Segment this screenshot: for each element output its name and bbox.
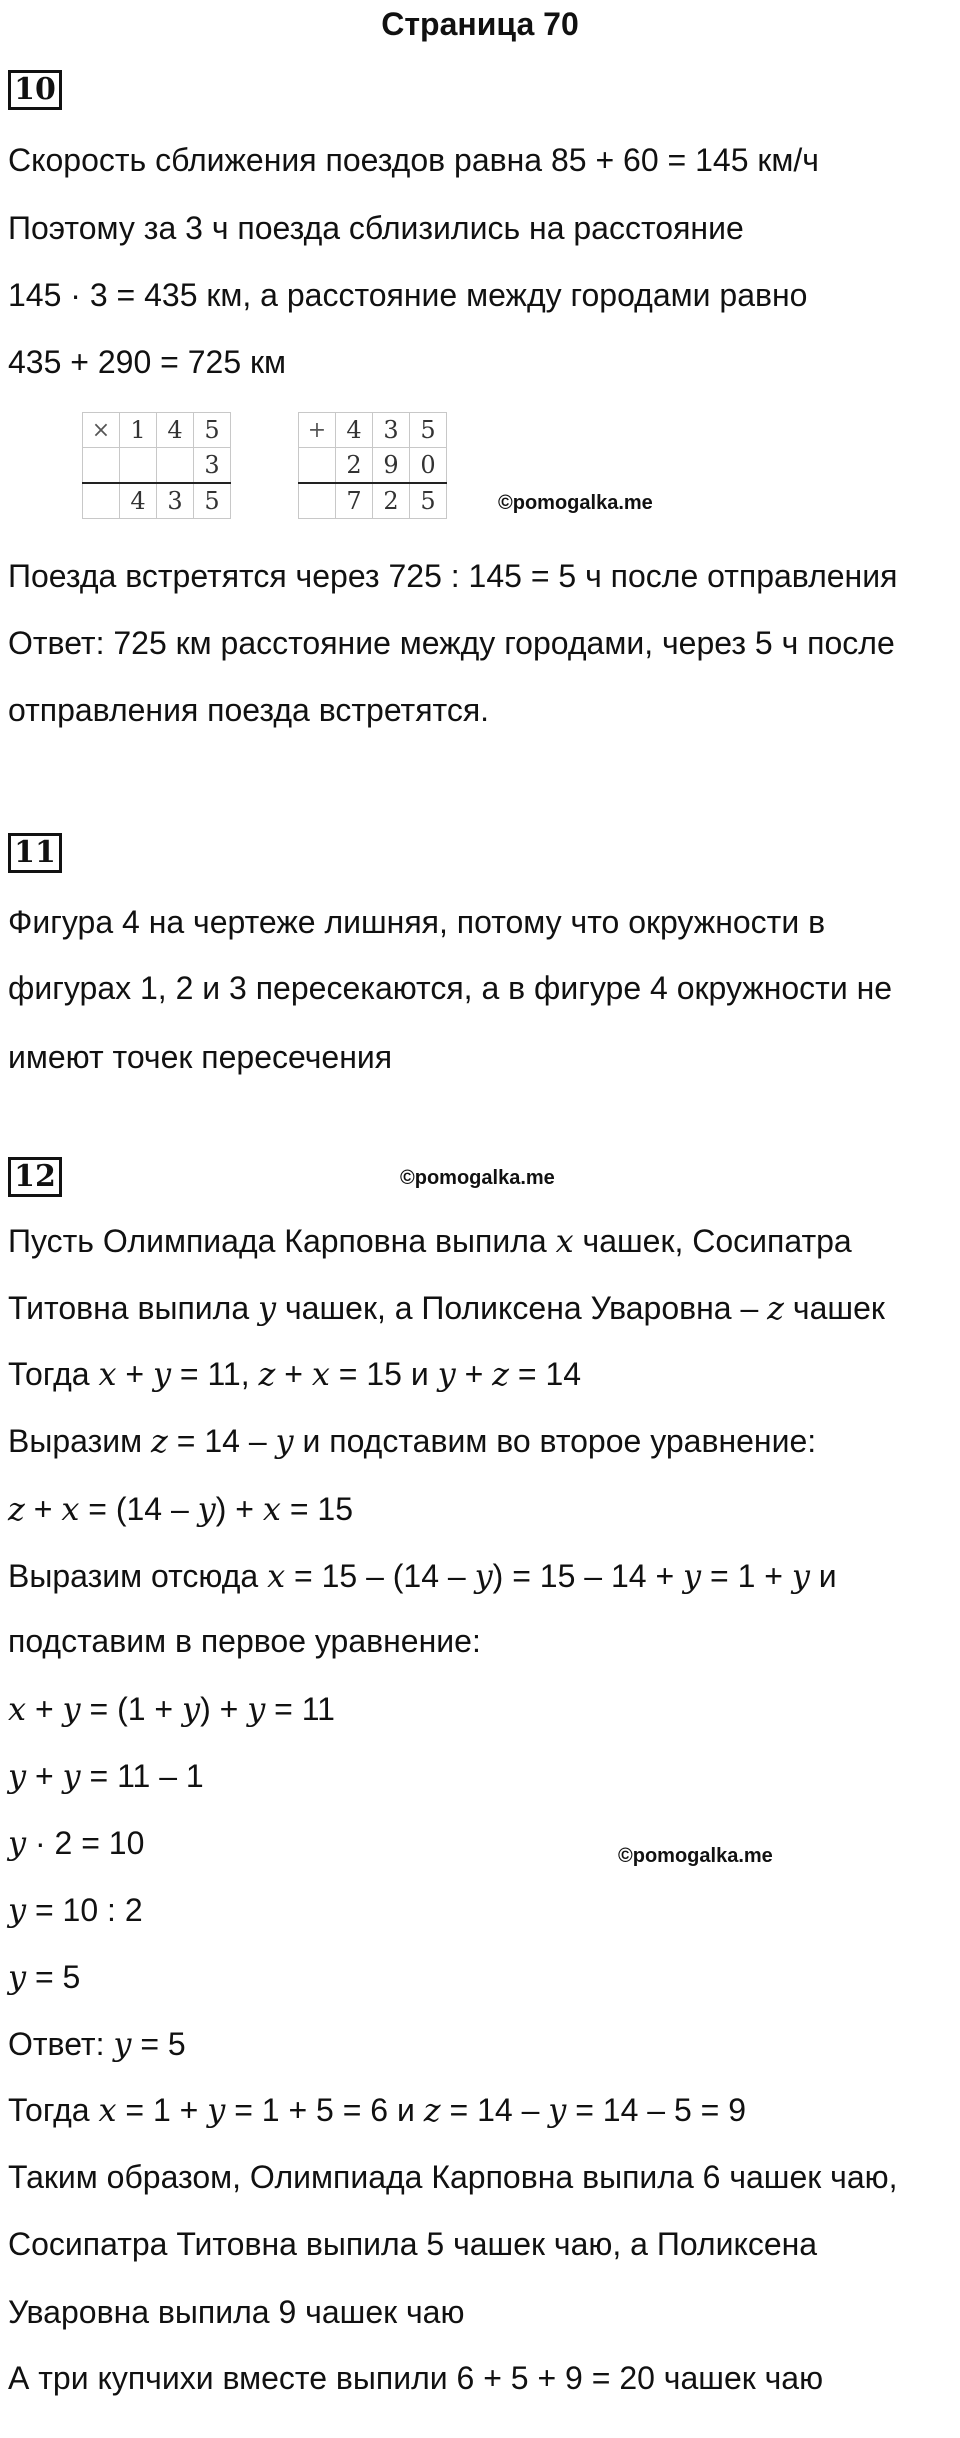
text-run: = 10 : 2: [26, 1892, 143, 1928]
task-12-line-6: [8, 1556, 837, 1596]
multiply-sign: ×: [83, 413, 120, 448]
digit: 4: [157, 413, 194, 448]
text-run: Ответ:: [8, 2026, 114, 2062]
math-variable: y: [207, 2091, 226, 2129]
math-variable: z: [492, 1355, 509, 1393]
task-10-number: 10: [8, 70, 62, 110]
multiplication-column: [82, 412, 231, 519]
text-run: = 5: [131, 2026, 186, 2062]
task-11-number: 11: [8, 833, 62, 873]
digit: 1: [120, 413, 157, 448]
math-variable: y: [152, 1355, 172, 1393]
math-variable: x: [262, 1490, 281, 1528]
result-digit: 4: [120, 483, 157, 519]
task-12-line-16: [8, 2224, 817, 2264]
addition-column: [298, 412, 447, 519]
digit: [157, 448, 194, 484]
digit: 3: [373, 413, 410, 448]
text-run: +: [24, 1491, 62, 1527]
math-variable: y: [62, 1757, 81, 1795]
text-run: +: [26, 1758, 63, 1794]
math-variable: x: [61, 1490, 80, 1528]
text-run: чашек, а Поликсена Уваровна –: [276, 1290, 768, 1326]
math-variable: y: [474, 1557, 493, 1595]
text-run: = 11,: [171, 1356, 259, 1392]
math-variable: y: [113, 2025, 132, 2063]
math-variable: y: [181, 1690, 201, 1728]
page-title: Страница 70: [381, 6, 579, 42]
math-variable: y: [683, 1557, 702, 1595]
text-run: ) +: [215, 1491, 263, 1527]
math-variable: z: [8, 1490, 25, 1528]
digit: 3: [194, 448, 231, 484]
math-variable: x: [267, 1557, 286, 1595]
text-run: = 1 + 5 = 6 и: [225, 2092, 424, 2128]
math-variable: y: [8, 1757, 27, 1795]
digit: 9: [373, 448, 410, 484]
math-variable: z: [151, 1422, 168, 1460]
task-12-line-14: [8, 2090, 746, 2130]
text-run: Пусть Олимпиада Карповна выпила: [8, 1223, 556, 1259]
digit: [120, 448, 157, 484]
task-12-line-8: [8, 1689, 335, 1729]
text-run: А три купчихи вместе выпили 6 + 5 + 9 = 20 чашек чаю: [8, 2360, 824, 2396]
text-run: Таким образом, Олимпиада Карповна выпила 6 чашек чаю,: [8, 2159, 898, 2195]
task-12-line-10: [8, 1823, 144, 1863]
task-10-line-6: Ответ: 725 км расстояние между городами, через 5 ч после: [8, 625, 895, 661]
math-variable: y: [8, 1891, 27, 1929]
task-12-line-11: [8, 1890, 143, 1930]
text-run: ) = 15 – 14 +: [492, 1558, 684, 1594]
text-run: = 11: [265, 1691, 335, 1727]
math-variable: z: [767, 1289, 785, 1327]
math-variable: y: [275, 1422, 294, 1460]
text-run: Титовна выпила: [8, 1290, 259, 1326]
result-digit: 5: [194, 483, 231, 519]
task-12-number: 12: [8, 1157, 62, 1197]
math-variable: x: [8, 1690, 27, 1728]
text-run: +: [455, 1356, 493, 1392]
text-run: = (1 +: [80, 1691, 182, 1727]
digit: 5: [410, 413, 447, 448]
task-12-line-9: [8, 1756, 204, 1796]
watermark: ©pomogalka.me: [618, 1845, 773, 1867]
text-run: = 14: [509, 1356, 582, 1392]
text-run: Выразим отсюда: [8, 1558, 268, 1594]
text-run: = 14 –: [167, 1423, 276, 1459]
text-run: Сосипатра Титовна выпила 5 чашек чаю, а Поликсена: [8, 2226, 818, 2262]
math-variable: z: [423, 2091, 441, 2129]
text-run: чашек, Сосипатра: [573, 1223, 852, 1259]
task-10-line-5: Поезда встретятся через 725 : 145 = 5 ч после отправления: [8, 558, 898, 594]
task-10-line-3: 145 · 3 = 435 км, а расстояние между городами равно: [8, 277, 808, 313]
task-10-line-2: Поэтому за 3 ч поезда сблизились на расстояние: [8, 210, 744, 246]
task-10-line-7: отправления поезда встретятся.: [8, 692, 490, 728]
result-digit: 3: [157, 483, 194, 519]
task-10-line-4: 435 + 290 = 725 км: [8, 344, 286, 380]
task-12-line-12: [8, 1957, 80, 1997]
text-run: = 15 – (14 –: [285, 1558, 475, 1594]
text-run: = 15: [280, 1491, 353, 1527]
math-variable: z: [258, 1355, 276, 1393]
text-run: = 1 +: [701, 1558, 792, 1594]
math-variable: x: [98, 2091, 117, 2129]
math-variable: y: [791, 1557, 810, 1595]
text-run: · 2 = 10: [26, 1825, 145, 1861]
text-run: +: [275, 1356, 312, 1392]
math-variable: y: [197, 1490, 216, 1528]
math-variable: y: [437, 1355, 456, 1393]
task-11-line-1: Фигура 4 на чертеже лишняя, потому что окружности в: [8, 904, 826, 940]
text-run: = 14 –: [440, 2092, 549, 2128]
task-12-line-13: [8, 2024, 186, 2064]
text-run: чашек: [784, 1290, 885, 1326]
task-12-line-18: [8, 2358, 823, 2398]
text-run: = 11 – 1: [80, 1758, 204, 1794]
task-12-line-5: [8, 1489, 353, 1529]
task-12-line-2: [8, 1288, 885, 1328]
math-variable: y: [258, 1289, 277, 1327]
text-run: = 1 +: [116, 2092, 208, 2128]
text-run: Уваровна выпила 9 чашек чаю: [8, 2294, 465, 2330]
math-variable: y: [247, 1690, 266, 1728]
text-run: и: [809, 1558, 837, 1594]
task-12-line-15: [8, 2157, 898, 2197]
result-digit: 7: [336, 483, 373, 519]
result-digit: 5: [410, 483, 447, 519]
task-12-line-17: [8, 2292, 464, 2332]
text-run: = (14 –: [79, 1491, 198, 1527]
result-digit: 2: [373, 483, 410, 519]
text-run: = 15 и: [329, 1356, 438, 1392]
digit: 5: [194, 413, 231, 448]
task-12-line-1: [8, 1221, 852, 1261]
text-run: = 14 – 5 = 9: [566, 2092, 747, 2128]
text-run: = 5: [26, 1959, 81, 1995]
watermark: ©pomogalka.me: [400, 1167, 555, 1189]
task-12-line-3: [8, 1354, 581, 1394]
text-run: подставим в первое уравнение:: [8, 1623, 481, 1659]
math-variable: y: [8, 1824, 27, 1862]
task-11-line-3: имеют точек пересечения: [8, 1039, 393, 1075]
math-variable: y: [8, 1958, 27, 1996]
task-10-line-1: Скорость сближения поездов равна 85 + 60 = 145 км/ч: [8, 142, 819, 178]
digit: 2: [336, 448, 373, 484]
plus-sign: +: [299, 413, 336, 448]
text-run: +: [116, 1356, 153, 1392]
text-run: и подставим во второе уравнение:: [293, 1423, 817, 1459]
text-run: Тогда: [8, 2092, 99, 2128]
math-variable: x: [311, 1355, 330, 1393]
task-12-line-7: [8, 1621, 481, 1661]
text-run: ) +: [200, 1691, 248, 1727]
text-run: Выразим: [8, 1423, 152, 1459]
text-run: +: [26, 1691, 63, 1727]
task-12-line-4: [8, 1421, 816, 1461]
math-variable: x: [555, 1222, 574, 1260]
text-run: Тогда: [8, 1356, 99, 1392]
digit: 0: [410, 448, 447, 484]
math-variable: x: [98, 1355, 117, 1393]
math-variable: y: [62, 1690, 81, 1728]
math-variable: y: [548, 2091, 567, 2129]
watermark: ©pomogalka.me: [498, 492, 653, 514]
task-11-line-2: фигурах 1, 2 и 3 пересекаются, а в фигуре 4 окружности не: [8, 970, 893, 1006]
digit: 4: [336, 413, 373, 448]
